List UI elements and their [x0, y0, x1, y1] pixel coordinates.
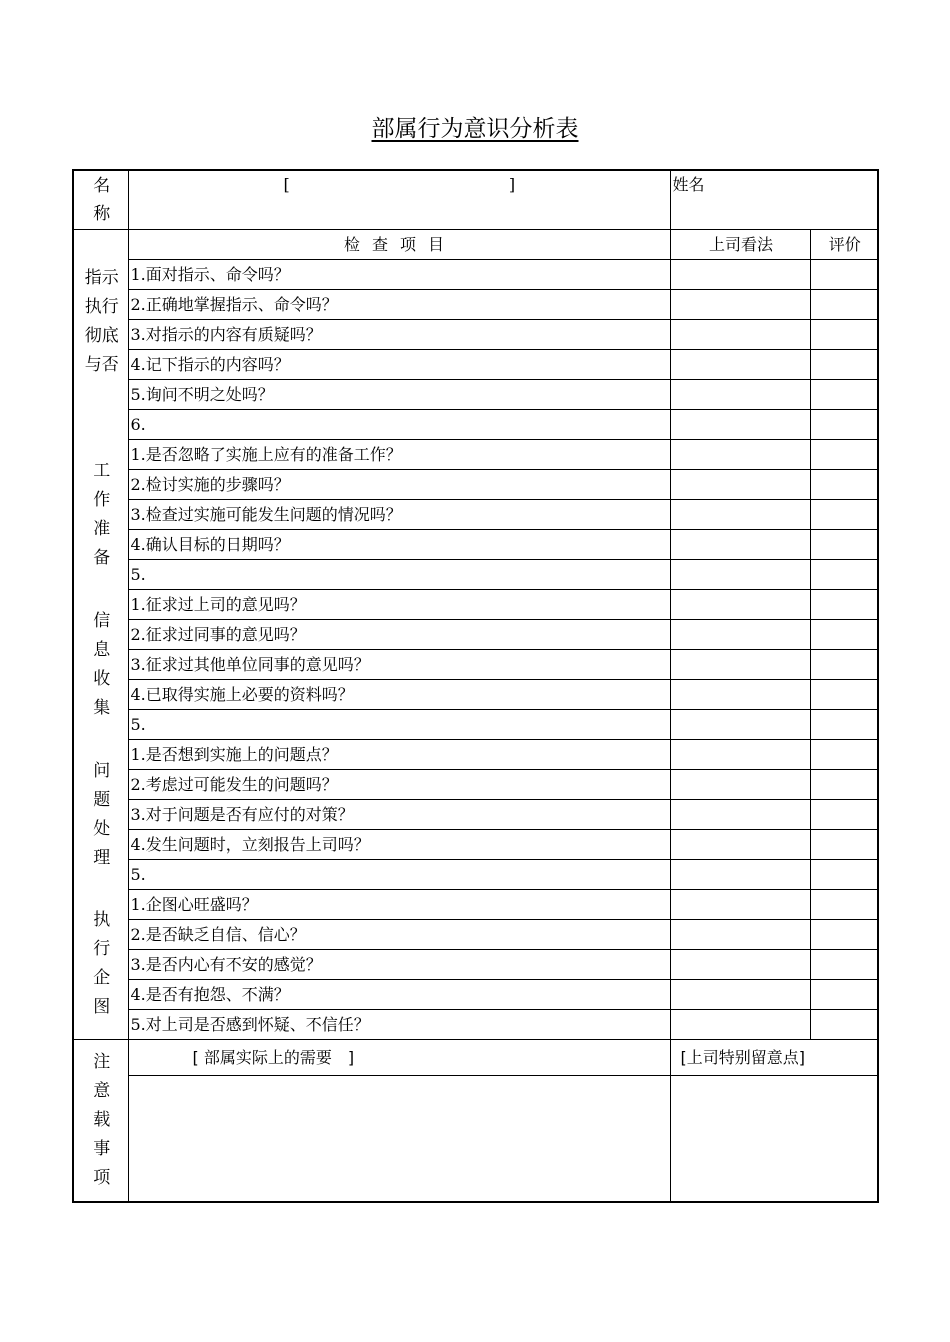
item-row: [73, 380, 878, 410]
analysis-form-table: [72, 169, 879, 1203]
section-label-char: 执行: [84, 296, 119, 317]
check-item: 1.是否想到实施上的问题点？: [128, 740, 670, 770]
boss-view-input[interactable]: [670, 440, 810, 470]
section-label-cell: [73, 740, 128, 890]
rating-input[interactable]: [810, 770, 878, 800]
page-title: 部属行为意识分析表: [371, 116, 579, 142]
rating-input[interactable]: [810, 980, 878, 1010]
check-item: 5.对上司是否感到怀疑、不信任？: [128, 1010, 670, 1040]
rating-input[interactable]: [810, 920, 878, 950]
check-item: 5.: [128, 560, 670, 590]
check-item: 4.记下指示的内容吗？: [128, 350, 670, 380]
rating-input[interactable]: [810, 890, 878, 920]
boss-view-input[interactable]: [670, 260, 810, 290]
boss-view-input[interactable]: [670, 920, 810, 950]
item-row: [73, 1010, 878, 1040]
boss-view-input[interactable]: [670, 410, 810, 440]
name-label-char: 称: [93, 204, 111, 224]
rating-input[interactable]: [810, 680, 878, 710]
item-row: [73, 950, 878, 980]
boss-view-input[interactable]: [670, 770, 810, 800]
rating-input[interactable]: [810, 860, 878, 890]
check-item: 5.: [128, 710, 670, 740]
section-label-char: 企: [93, 968, 111, 989]
check-item: 1.企图心旺盛吗？: [128, 890, 670, 920]
item-row: [73, 470, 878, 500]
check-item: 1.是否忽略了实施上应有的准备工作？: [128, 440, 670, 470]
section-label-char: 理: [93, 847, 111, 868]
section-label-char: 集: [93, 697, 111, 718]
notes-header-row: [73, 1040, 878, 1076]
item-row: [73, 620, 878, 650]
rating-input[interactable]: [810, 740, 878, 770]
rating-input[interactable]: [810, 470, 878, 500]
section-label-cell: [73, 440, 128, 590]
boss-view-input[interactable]: [670, 740, 810, 770]
item-row: [73, 350, 878, 380]
section-label-char: 工: [93, 460, 111, 481]
rating-input[interactable]: [810, 500, 878, 530]
section-label-char: 息: [93, 639, 111, 660]
boss-view-input[interactable]: [670, 620, 810, 650]
boss-view-input[interactable]: [670, 380, 810, 410]
rating-input[interactable]: [810, 440, 878, 470]
item-row: [73, 260, 878, 290]
section-label-char: 执: [93, 910, 111, 931]
boss-view-input[interactable]: [670, 290, 810, 320]
rating-input[interactable]: [810, 650, 878, 680]
check-item: 3.对指示的内容有质疑吗？: [128, 320, 670, 350]
rating-input[interactable]: [810, 410, 878, 440]
boss-attention-label: [上司特别留意点]: [680, 1047, 805, 1067]
boss-view-input[interactable]: [670, 800, 810, 830]
boss-attention-textarea[interactable]: [670, 1076, 878, 1203]
item-row: [73, 860, 878, 890]
rating-input[interactable]: [810, 560, 878, 590]
item-row: [73, 890, 878, 920]
item-row: [73, 590, 878, 620]
column-header-row: [73, 230, 878, 260]
needs-header: [128, 1040, 670, 1076]
item-row: [73, 410, 878, 440]
rating-input[interactable]: [810, 830, 878, 860]
person-name-cell[interactable]: [670, 170, 878, 230]
rating-input[interactable]: [810, 290, 878, 320]
person-name-label: 姓名: [672, 175, 705, 194]
item-row: [73, 500, 878, 530]
section-label-char: 题: [93, 789, 111, 810]
check-item: 3.征求过其他单位同事的意见吗？: [128, 650, 670, 680]
name-label-char: 名: [93, 176, 111, 196]
boss-view-input[interactable]: [670, 530, 810, 560]
check-item: 3.对于问题是否有应付的对策？: [128, 800, 670, 830]
blank-label-cell: [73, 230, 128, 260]
rating-input[interactable]: [810, 380, 878, 410]
rating-input[interactable]: [810, 1010, 878, 1040]
check-item: 1.面对指示、命令吗？: [128, 260, 670, 290]
needs-label: [ 部属实际上的需要 ]: [192, 1047, 355, 1067]
item-row: [73, 830, 878, 860]
section-label-char: 图: [93, 997, 111, 1018]
item-row: [73, 680, 878, 710]
boss-view-input[interactable]: [670, 320, 810, 350]
section-label-char: 收: [93, 668, 111, 689]
section-label-char: 备: [93, 547, 111, 568]
boss-view-input[interactable]: [670, 590, 810, 620]
check-item: 4.确认目标的日期吗？: [128, 530, 670, 560]
check-item: 2.是否缺乏自信、信心？: [128, 920, 670, 950]
item-row: [73, 320, 878, 350]
check-item: 4.发生问题时，立刻报告上司吗？: [128, 830, 670, 860]
section-label-char: 彻底: [84, 325, 119, 346]
boss-view-input[interactable]: [670, 890, 810, 920]
boss-view-input[interactable]: [670, 650, 810, 680]
boss-view-input[interactable]: [670, 860, 810, 890]
check-item: 6.: [128, 410, 670, 440]
check-item: 2.检讨实施的步骤吗？: [128, 470, 670, 500]
section-label-cell: [73, 590, 128, 740]
rating-input[interactable]: [810, 320, 878, 350]
rating-input[interactable]: [810, 620, 878, 650]
bracket-close: ]: [508, 175, 516, 194]
rating-input[interactable]: [810, 350, 878, 380]
section-label-cell: [73, 890, 128, 1040]
notes-label-cell: [73, 1040, 128, 1203]
item-row: [73, 770, 878, 800]
boss-view-input[interactable]: [670, 710, 810, 740]
check-item: 5.: [128, 860, 670, 890]
section-label-char: 处: [93, 818, 111, 839]
section-label-char: 指示: [84, 267, 119, 288]
item-row: [73, 560, 878, 590]
notes-label-char: 注: [93, 1052, 111, 1072]
rating-input[interactable]: [810, 950, 878, 980]
item-row: [73, 740, 878, 770]
item-row: [73, 440, 878, 470]
boss-view-header: 上司看法: [670, 230, 810, 260]
check-item: 1.征求过上司的意见吗？: [128, 590, 670, 620]
section-label-char: 准: [93, 518, 111, 539]
section-label-char: 信: [93, 610, 111, 631]
boss-view-input[interactable]: [670, 500, 810, 530]
section-label-char: 行: [93, 939, 111, 960]
check-item: 4.是否有抱怨、不满？: [128, 980, 670, 1010]
check-item: 2.正确地掌握指示、命令吗？: [128, 290, 670, 320]
notes-label-char: 项: [93, 1168, 111, 1188]
needs-textarea[interactable]: [128, 1076, 670, 1203]
item-row: [73, 920, 878, 950]
boss-view-input[interactable]: [670, 470, 810, 500]
check-item: 2.征求过同事的意见吗？: [128, 620, 670, 650]
name-row: [73, 170, 878, 230]
check-item: 3.是否内心有不安的感觉？: [128, 950, 670, 980]
item-row: [73, 650, 878, 680]
notes-label-char: 意: [93, 1081, 111, 1101]
notes-label-char: 载: [93, 1110, 111, 1130]
boss-view-input[interactable]: [670, 350, 810, 380]
section-label-char: 作: [93, 489, 111, 510]
boss-view-input[interactable]: [670, 1010, 810, 1040]
bracket-open: [: [283, 175, 290, 194]
rating-input[interactable]: [810, 710, 878, 740]
boss-view-input[interactable]: [670, 950, 810, 980]
rating-header: 评价: [810, 230, 878, 260]
rating-input[interactable]: [810, 260, 878, 290]
rating-input[interactable]: [810, 590, 878, 620]
check-item: 4.已取得实施上必要的资料吗？: [128, 680, 670, 710]
rating-input[interactable]: [810, 800, 878, 830]
boss-view-input[interactable]: [670, 980, 810, 1010]
boss-view-input[interactable]: [670, 830, 810, 860]
boss-view-input[interactable]: [670, 680, 810, 710]
check-item: 2.考虑过可能发生的问题吗？: [128, 770, 670, 800]
section-label-cell: [73, 260, 128, 440]
item-row: [73, 980, 878, 1010]
notes-label-char: 事: [93, 1139, 111, 1159]
notes-body-row: [73, 1076, 878, 1203]
items-header: 检查项目: [128, 230, 670, 260]
name-value-cell[interactable]: [128, 170, 670, 230]
check-item: 5.询问不明之处吗？: [128, 380, 670, 410]
boss-attention-header: [670, 1040, 878, 1076]
name-label-cell: [73, 170, 128, 230]
item-row: [73, 530, 878, 560]
section-label-char: 问: [93, 760, 111, 781]
boss-view-input[interactable]: [670, 560, 810, 590]
item-row: [73, 800, 878, 830]
check-item: 3.检查过实施可能发生问题的情况吗？: [128, 500, 670, 530]
item-row: [73, 710, 878, 740]
rating-input[interactable]: [810, 530, 878, 560]
section-label-char: 与否: [84, 354, 119, 375]
item-row: [73, 290, 878, 320]
